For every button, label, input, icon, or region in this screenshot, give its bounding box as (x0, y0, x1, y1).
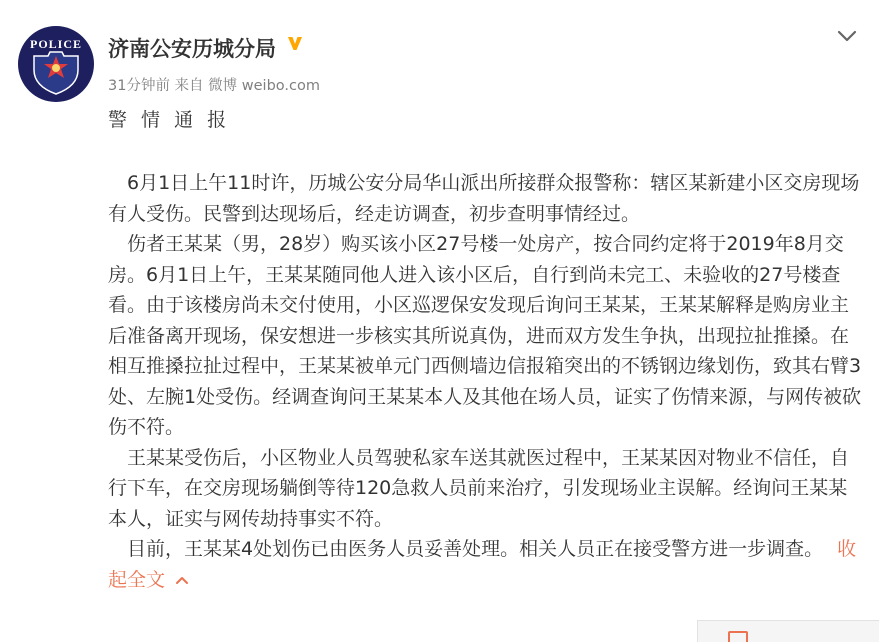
collapse-full-text-link[interactable]: 收起全文 (108, 538, 857, 591)
verified-v-icon (286, 34, 304, 52)
post-body (108, 168, 864, 595)
account-name[interactable]: 济南公安历城分局 (108, 37, 276, 61)
paragraph: 6月1日上午11时许，历城公安分局华山派出所接群众报警称：辖区某新建小区交房现场有人受伤。民警到达现场后，经走访调查，初步查明事情经过。 (108, 172, 860, 225)
cropped-toolbar-fragment (697, 620, 879, 642)
avatar[interactable] (18, 26, 94, 102)
post-meta: 31分钟前 来自 微博 weibo.com (108, 78, 320, 94)
paragraph: 王某某受伤后，小区物业人员驾驶私家车送其就医过程中，王某某因对物业不信任，自行下车，在交房现场躺倒等待120急救人员前来治疗，引发现场业主误解。经询问王某某本人，证实与网传劫持事实不符。 (108, 446, 850, 530)
avatar-label: POLICE (29, 37, 82, 51)
paragraph-last (108, 534, 864, 595)
paragraph-text: 目前，王某某4处划伤已由医务人员妥善处理。相关人员正在接受警方进一步调查。 (127, 538, 824, 560)
chevron-up-icon[interactable] (175, 575, 189, 585)
paragraph: 伤者王某某（男，28岁）购买该小区27号楼一处房产，按合同约定将于2019年8月交房。6月1日上午，王某某随同他人进入该小区后，自行到尚未完工、未验收的27号楼查看。由于该楼房尚未交付使用，小区巡逻保安发现后询问王某某，王某某解释是购房业主后准备离开现场，保安想进一步核实其所说真伪，进而双方发生争执，出现拉扯推搡。在相互推搡拉扯过程中，王某某被单元门西侧墙边信报箱突出的不锈钢边缘划伤，致其右臂3处、左腕1处受伤。经调查询问王某某本人及其他在场人员，证实了伤情来源，与网传被砍伤不符。 (108, 233, 862, 438)
police-badge-icon (18, 26, 94, 102)
chevron-down-icon[interactable] (835, 24, 859, 48)
edit-icon (728, 631, 748, 642)
post-title: 警 情 通 报 (108, 109, 231, 131)
